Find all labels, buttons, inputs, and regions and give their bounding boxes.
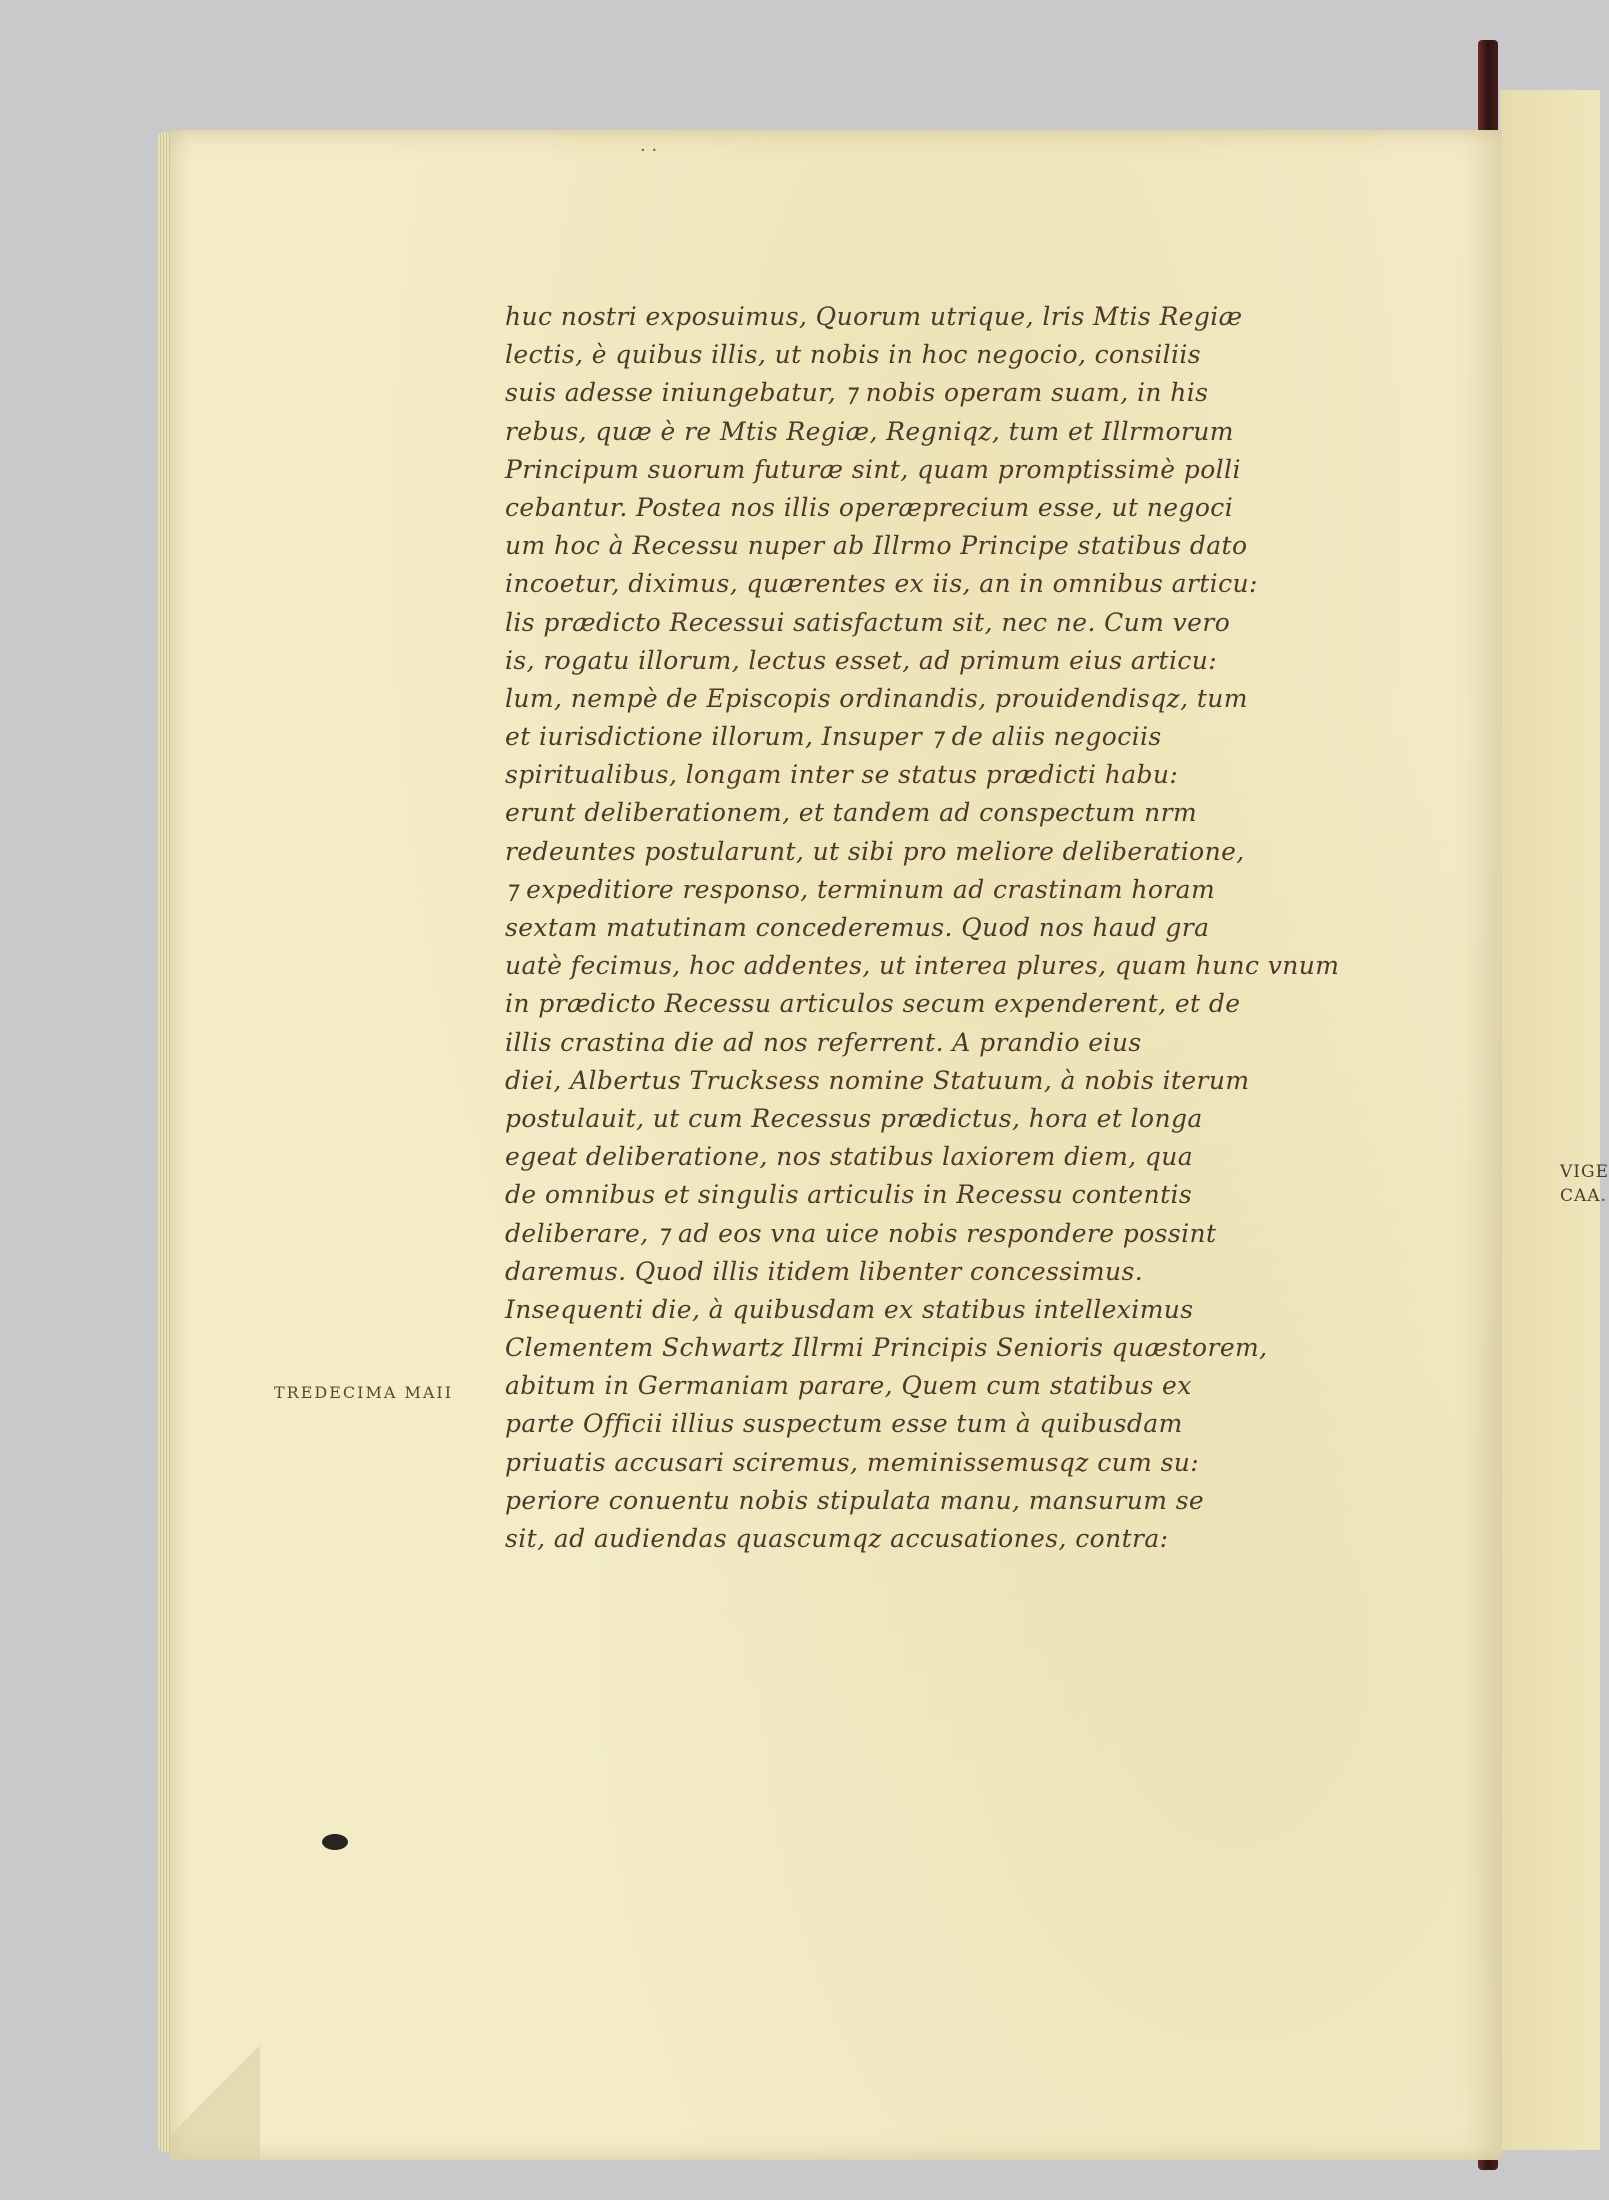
text-line: priuatis accusari sciremus, meminissemusqz cum su:	[505, 1447, 1200, 1477]
text-line: in prædicto Recessu articulos secum expenderent, et de	[505, 989, 1241, 1019]
text-line: cebantur. Postea nos illis operæprecium esse, ut negoci	[505, 492, 1234, 522]
text-line: lum, nempè de Episcopis ordinandis, prouidendisqz, tum	[505, 683, 1248, 713]
text-line: illis crastina die ad nos referrent. A prandio eius	[505, 1027, 1142, 1057]
text-line: Principum suorum futuræ sint, quam promptissimè polli	[505, 454, 1241, 484]
text-line: abitum in Germaniam parare, Quem cum statibus ex	[505, 1371, 1192, 1401]
manuscript-text-block	[505, 298, 1340, 1558]
text-line: lectis, è quibus illis, ut nobis in hoc negocio, consiliis	[505, 340, 1202, 370]
text-line: postulauit, ut cum Recessus prædictus, hora et longa	[505, 1103, 1203, 1133]
text-line: Insequenti die, à quibusdam ex statibus intelleximus	[505, 1294, 1194, 1324]
text-line: incoetur, diximus, quærentes ex iis, an in omnibus articu:	[505, 569, 1258, 599]
text-line: ⁊ expeditiore responso, terminum ad crastinam horam	[505, 874, 1216, 904]
torn-page-corner	[170, 2040, 260, 2160]
text-line: lis prædicto Recessui satisfactum sit, nec ne. Cum vero	[505, 607, 1231, 637]
text-line: redeuntes postularunt, ut sibi pro meliore deliberatione,	[505, 836, 1245, 866]
text-line: rebus, quæ è re Mtis Regiæ, Regniqz, tum et Illrmorum	[505, 416, 1234, 446]
facing-page	[1500, 90, 1600, 2150]
text-line: et iurisdictione illorum, Insuper ⁊ de aliis negociis	[505, 722, 1162, 752]
text-line: daremus. Quod illis itidem libenter concessimus.	[505, 1256, 1144, 1286]
text-line: Clementem Schwartz Illrmi Principis Senioris quæstorem,	[505, 1333, 1268, 1363]
text-line: sextam matutinam concederemus. Quod nos haud gra	[505, 913, 1210, 942]
text-line: suis adesse iniungebatur, ⁊ nobis operam suam, in his	[505, 378, 1209, 408]
text-line: uatè fecimus, hoc addentes, ut interea plures, quam hunc vnum	[505, 951, 1340, 981]
text-line: erunt deliberationem, et tandem ad conspectum nrm	[505, 798, 1198, 828]
text-line: sit, ad audiendas quascumqz accusationes, contra:	[505, 1524, 1169, 1553]
text-line: is, rogatu illorum, lectus esset, ad primum eius articu:	[505, 645, 1218, 675]
text-line: periore conuentu nobis stipulata manu, mansurum se	[505, 1485, 1205, 1515]
text-line: parte Officii illius suspectum esse tum à quibusdam	[505, 1409, 1183, 1439]
text-line: huc nostri exposuimus, Quorum utrique, lris Mtis Regiæ	[505, 302, 1243, 331]
text-line: de omnibus et singulis articulis in Recessu contentis	[505, 1180, 1193, 1210]
facing-page-fragment: VIGE CAA.	[1560, 1162, 1609, 1206]
text-line: spiritualibus, longam inter se status prædicti habu:	[505, 760, 1179, 790]
marginal-note-date: TREDECIMA MAII	[274, 1383, 454, 1402]
text-line: um hoc à Recessu nuper ab Illrmo Principe statibus dato	[505, 531, 1248, 561]
text-line: egeat deliberatione, nos statibus laxiorem diem, qua	[505, 1142, 1194, 1172]
ink-specks: · ·	[640, 140, 658, 161]
text-line: deliberare, ⁊ ad eos vna uice nobis respondere possint	[505, 1218, 1217, 1248]
ink-blot	[322, 1834, 348, 1850]
text-line: diei, Albertus Trucksess nomine Statuum, à nobis iterum	[505, 1065, 1250, 1095]
